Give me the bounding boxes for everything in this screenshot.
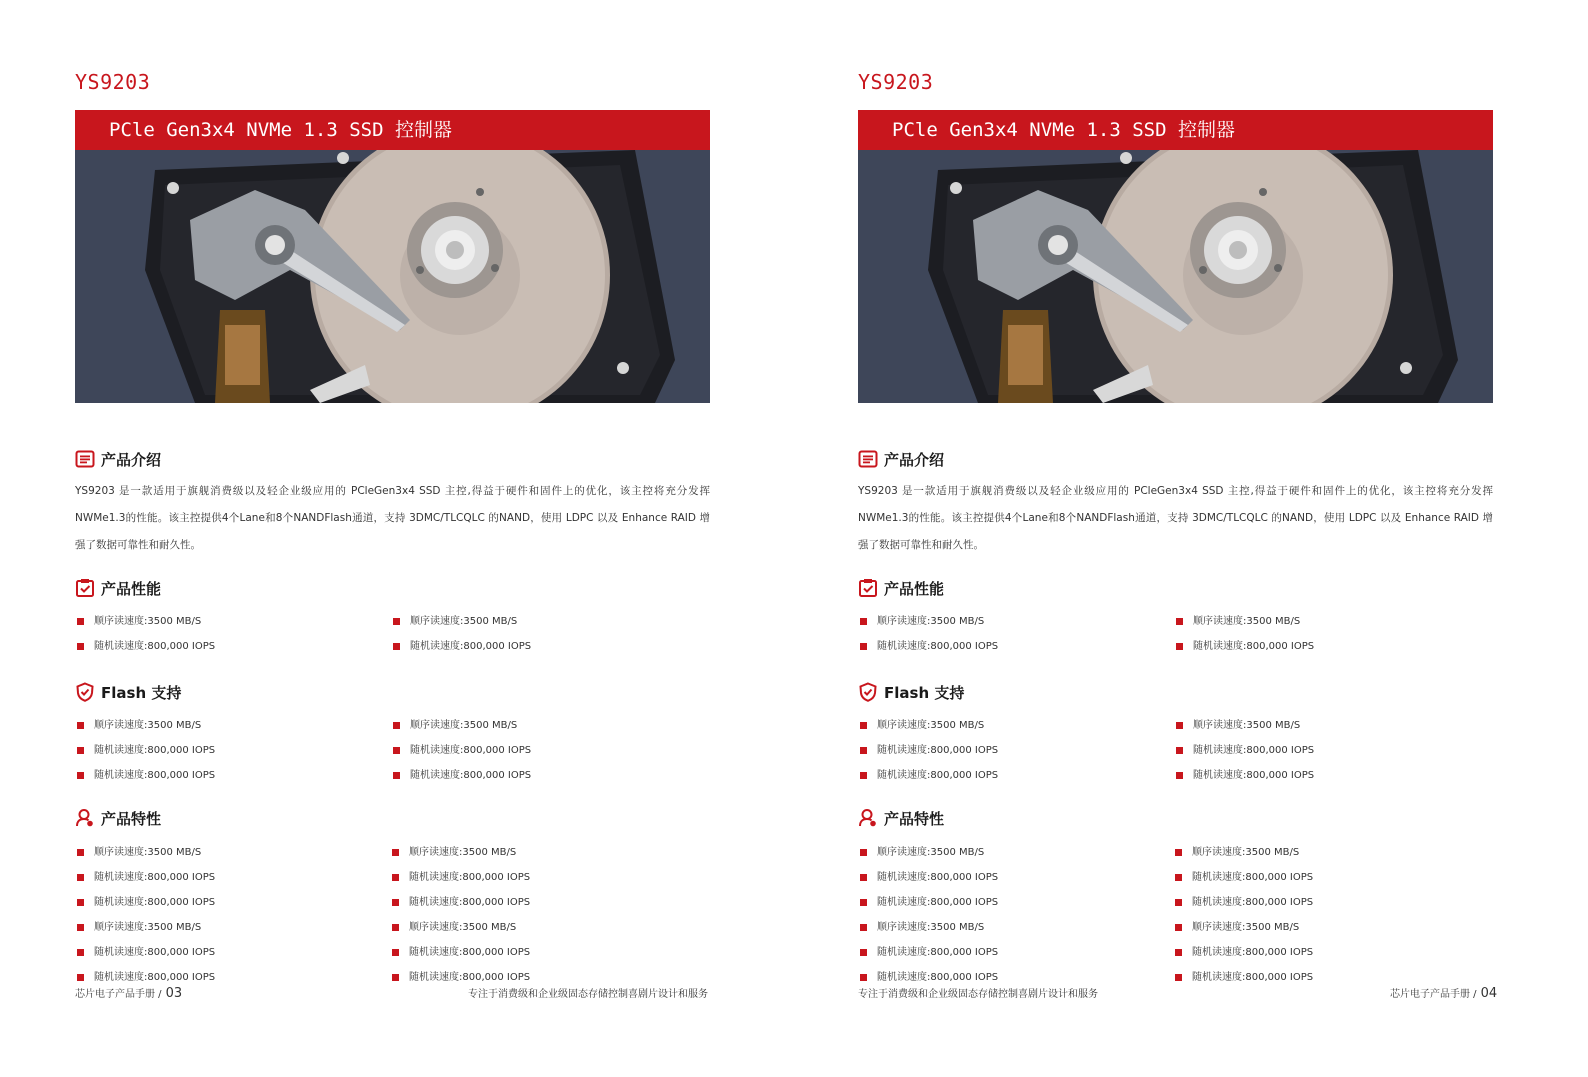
model-title: YS9203 (858, 70, 934, 94)
section-title-text: 产品性能 (101, 579, 162, 598)
section-title-intro (858, 449, 944, 469)
intro-paragraph: YS9203 是一款适用于旗舰消费级以及轻企业级应用的 PCleGen3x4 SSD 主控,得益于硬件和固件上的优化，该主控将充分发挥NWMe1.3的性能。该主控提供4个Lane和8个NANDFlash通道，支持 3DMC/TLCQLC 的NAND，使用 LDPC 以及 Enhance RAID 增强了数据可靠性和耐久性。 (858, 485, 1493, 551)
product-banner: PCle Gen3x4 NVMe 1.3 SSD 控制器 (858, 110, 1493, 150)
list-item: 随机读速度:800,000 IOPS (860, 634, 998, 659)
product-banner: PCle Gen3x4 NVMe 1.3 SSD 控制器 (75, 110, 710, 150)
list-item: 顺序读速度:3500 MB/S (1175, 915, 1313, 940)
checkbox-icon (75, 578, 95, 598)
perf-list-right (393, 609, 531, 659)
list-item: 随机读速度:800,000 IOPS (77, 763, 215, 788)
list-item: 随机读速度:800,000 IOPS (392, 965, 530, 990)
section-title-text: 产品介绍 (884, 450, 945, 469)
list-item: 顺序读速度:3500 MB/S (860, 915, 998, 940)
list-item: 随机读速度:800,000 IOPS (860, 890, 998, 915)
list-item: 随机读速度:800,000 IOPS (392, 865, 530, 890)
section-title-performance (75, 578, 161, 598)
hard-drive-image (75, 150, 710, 403)
footer-left: 专注于消费级和企业级固态存储控制喜剧片设计和服务 (858, 989, 1098, 1000)
list-item: 顺序读速度:3500 MB/S (77, 915, 215, 940)
list-item: 随机读速度:800,000 IOPS (77, 865, 215, 890)
footer-title: 芯片电子产品手册 / (1390, 989, 1477, 1000)
footer-left (75, 985, 182, 1001)
list-item: 随机读速度:800,000 IOPS (860, 738, 998, 763)
list-item: 顺序读速度:3500 MB/S (77, 713, 215, 738)
footer-title: 芯片电子产品手册 / (75, 989, 162, 1000)
flash-list-right (1176, 713, 1314, 788)
section-title-features (75, 808, 161, 828)
section-title-flash (858, 682, 964, 702)
list-item: 随机读速度:800,000 IOPS (860, 865, 998, 890)
perf-list-left (77, 609, 215, 659)
list-item: 顺序读速度:3500 MB/S (1176, 609, 1314, 634)
feat-list-right (392, 840, 530, 990)
section-title-features (858, 808, 944, 828)
person-icon (75, 808, 95, 828)
feat-list-right (1175, 840, 1313, 990)
perf-list-right (1176, 609, 1314, 659)
section-title-performance (858, 578, 944, 598)
list-item: 随机读速度:800,000 IOPS (1175, 965, 1313, 990)
list-item: 随机读速度:800,000 IOPS (1175, 890, 1313, 915)
list-item: 顺序读速度:3500 MB/S (77, 840, 215, 865)
list-item: 随机读速度:800,000 IOPS (1176, 738, 1314, 763)
page-number: 04 (1480, 986, 1498, 1001)
footer-right (1390, 985, 1497, 1001)
list-item: 顺序读速度:3500 MB/S (393, 713, 531, 738)
list-item: 随机读速度:800,000 IOPS (1175, 865, 1313, 890)
shield-check-icon (75, 682, 95, 702)
list-item: 随机读速度:800,000 IOPS (77, 940, 215, 965)
list-item: 顺序读速度:3500 MB/S (1175, 840, 1313, 865)
hard-drive-image (858, 150, 1493, 403)
list-item: 随机读速度:800,000 IOPS (77, 890, 215, 915)
section-title-intro (75, 449, 161, 469)
shield-check-icon (858, 682, 878, 702)
list-item: 随机读速度:800,000 IOPS (1176, 763, 1314, 788)
list-item: 随机读速度:800,000 IOPS (860, 940, 998, 965)
list-item: 随机读速度:800,000 IOPS (392, 940, 530, 965)
list-item: 随机读速度:800,000 IOPS (1176, 634, 1314, 659)
document-list-icon (858, 449, 878, 469)
list-item: 顺序读速度:3500 MB/S (860, 713, 998, 738)
list-item: 顺序读速度:3500 MB/S (77, 609, 215, 634)
page-number: 03 (165, 986, 183, 1001)
section-title-text: 产品性能 (884, 579, 945, 598)
checkbox-icon (858, 578, 878, 598)
flash-list-left (860, 713, 998, 788)
list-item: 随机读速度:800,000 IOPS (77, 738, 215, 763)
feat-list-left (860, 840, 998, 990)
flash-list-left (77, 713, 215, 788)
list-item: 随机读速度:800,000 IOPS (393, 634, 531, 659)
section-title-text: Flash 支持 (884, 683, 965, 702)
section-title-flash (75, 682, 181, 702)
section-title-text: 产品特性 (101, 809, 162, 828)
list-item: 随机读速度:800,000 IOPS (77, 634, 215, 659)
page-right (794, 0, 1588, 1077)
list-item: 随机读速度:800,000 IOPS (1175, 940, 1313, 965)
list-item: 随机读速度:800,000 IOPS (860, 965, 998, 990)
list-item: 顺序读速度:3500 MB/S (860, 609, 998, 634)
list-item: 顺序读速度:3500 MB/S (393, 609, 531, 634)
list-item: 随机读速度:800,000 IOPS (393, 738, 531, 763)
document-list-icon (75, 449, 95, 469)
list-item: 随机读速度:800,000 IOPS (393, 763, 531, 788)
section-title-text: 产品介绍 (101, 450, 162, 469)
flash-list-right (393, 713, 531, 788)
perf-list-left (860, 609, 998, 659)
list-item: 顺序读速度:3500 MB/S (392, 915, 530, 940)
list-item: 随机读速度:800,000 IOPS (860, 763, 998, 788)
feat-list-left (77, 840, 215, 990)
intro-paragraph: YS9203 是一款适用于旗舰消费级以及轻企业级应用的 PCleGen3x4 SSD 主控,得益于硬件和固件上的优化，该主控将充分发挥NWMe1.3的性能。该主控提供4个Lane和8个NANDFlash通道，支持 3DMC/TLCQLC 的NAND，使用 LDPC 以及 Enhance RAID 增强了数据可靠性和耐久性。 (75, 485, 710, 551)
footer-right: 专注于消费级和企业级固态存储控制喜剧片设计和服务 (468, 989, 708, 1000)
section-title-text: 产品特性 (884, 809, 945, 828)
list-item: 顺序读速度:3500 MB/S (392, 840, 530, 865)
list-item: 顺序读速度:3500 MB/S (860, 840, 998, 865)
section-title-text: Flash 支持 (101, 683, 182, 702)
list-item: 顺序读速度:3500 MB/S (1176, 713, 1314, 738)
person-icon (858, 808, 878, 828)
list-item: 随机读速度:800,000 IOPS (392, 890, 530, 915)
model-title: YS9203 (75, 70, 151, 94)
list-item: 随机读速度:800,000 IOPS (77, 965, 215, 990)
